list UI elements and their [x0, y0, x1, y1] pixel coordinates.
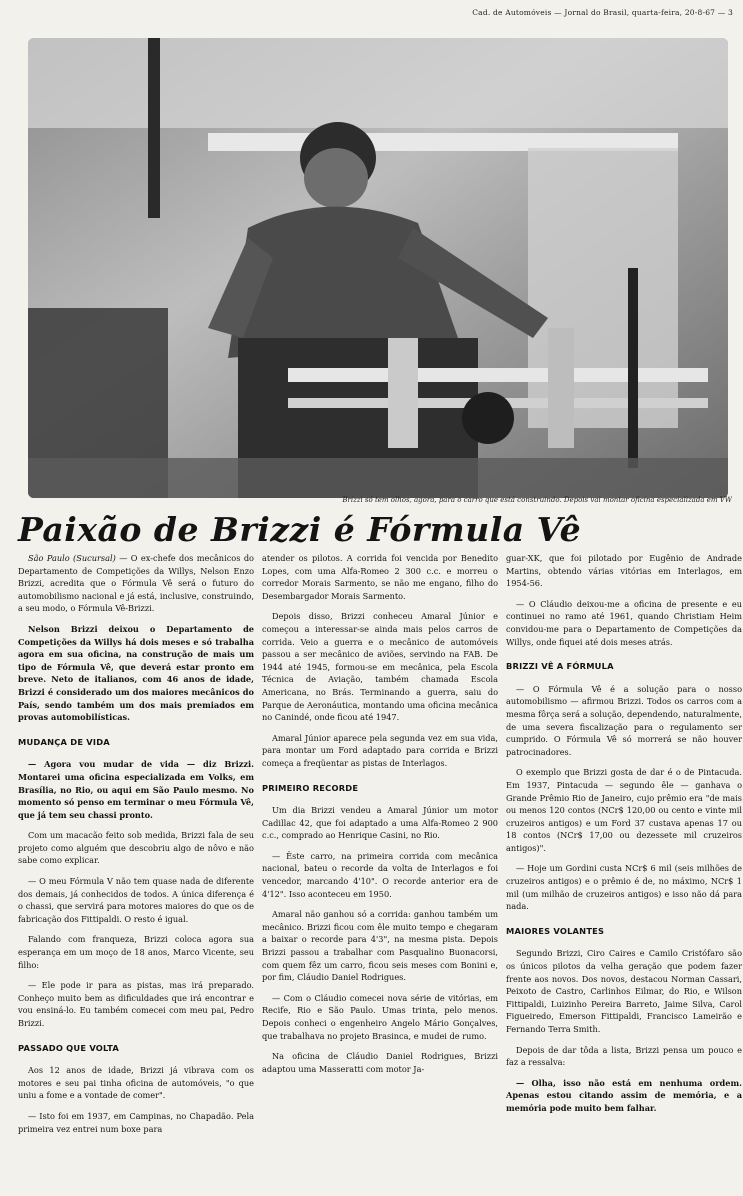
- subheading: MUDANÇA DE VIDA: [18, 736, 110, 747]
- headline: Paixão de Brizzi é Fórmula Vê: [18, 510, 582, 549]
- subheading: MAIORES VOLANTES: [506, 925, 605, 936]
- paragraph: — O meu Fórmula V não tem quase nada de diferente dos demais, já conhecidos de todos. A única diferença é o chassi, que servirá para motores maiores do que os de fabricação dos Fittipaldi. O resto é igual.: [18, 876, 254, 924]
- paragraph: — Com o Cláudio comecei nova série de vitórias, em Recife, Rio e São Paulo. Umas trinta, pelo menos. Depois conheci o engenheiro Angelo Mário Gonçalves, que trabalhava no projeto Brasinca, e mudei de rumo.: [262, 992, 498, 1041]
- paragraph: — Hoje um Gordini custa NCr$ 6 mil (seis milhões de cruzeiros antigos) e o prêmio é de, no máximo, NCr$ 1 mil (um milhão de cruzeiros antigos) e isso não dá para nada.: [506, 863, 742, 912]
- article-column-2: [262, 552, 498, 1083]
- workshop-photo: [28, 38, 728, 498]
- paragraph: — Ele pode ir para as pistas, mas irá preparado. Conheço muito bem as dificuldades que irá encontrar e vou ensiná-lo. Eu também comecei com meu pai, Pedro Brizzi.: [18, 980, 254, 1028]
- paragraph: Amaral Júnior aparece pela segunda vez em sua vida, para montar um Ford adaptado para corrida e Brizzi começa a freqüentar as pistas de Interlagos.: [262, 732, 498, 768]
- lead-paragraph: São Paulo (Sucursal) — O ex-chefe dos mecânicos do Departamento de Competições da Willys, Nelson Enzo Brizzi, acredita que o Fórmula Vê será o futuro do automobilismo nacional e já está, inclusive, construindo, a seu modo, o Fórmula Vê-Brizzi.: [18, 553, 254, 614]
- article-column-1: [18, 552, 254, 1143]
- paragraph: Depois disso, Brizzi conheceu Amaral Júnior e começou a interessar-se ainda mais pelos carros de corrida. Veio a guerra e o mecânico de automóveis passou a ser mecânico de aviões, servindo na FAB. De 1944 até 1945, formou-se em mecânica, pela Escola Técnica de Aviação, também chamada Escola Americana, no Brás. Terminando a guerra, saiu do Parque de Aeronáutica, montando uma oficina mecânica no Canindé, onde ficou até 1947.: [262, 611, 498, 723]
- paragraph: — Isto foi em 1937, em Campinas, no Chapadão. Pela primeira vez entrei num boxe para: [18, 1110, 254, 1134]
- paragraph: — Agora vou mudar de vida — diz Brizzi. Montarei uma oficina especializada em Volks, em Brasília, no Rio, ou aqui em São Paulo mesmo. No momento só penso em terminar o meu Fórmula Vê, que já tem seu chassi pronto.: [18, 759, 254, 820]
- paragraph: Aos 12 anos de idade, Brizzi já vibrava com os motores e seu pai tinha oficina de automóveis, "o que uniu a fome e a vontade de comer".: [18, 1065, 254, 1101]
- paragraph: Nelson Brizzi deixou o Departamento de Competições da Willys há dois meses e só trabalha agora em sua oficina, na construção de mais um tipo de Fórmula Vê, que deverá estar pronto em breve. Neto de italianos, com 46 anos de idade, Brizzi é considerado um dos maiores mecânicos do País, sendo também um dos mais premiados em provas automobilísticas.: [18, 623, 254, 723]
- subheading: PRIMEIRO RECORDE: [262, 782, 359, 793]
- paragraph: Com um macacão feito sob medida, Brizzi fala de seu projeto como alguém que descobriu algo de nôvo e não sabe como explicar.: [18, 830, 254, 866]
- paragraph: — O Fórmula Vê é a solução para o nosso automobilismo — afirmou Brizzi. Todos os carros com a mesma fôrça será a solução, dependendo, naturalmente, de uma severa fiscalização para o regulamento ser cumprido. O Fórmula Vê só morrerá se não houver patrocinadores.: [506, 683, 742, 757]
- paragraph: Falando com franqueza, Brizzi coloca agora sua esperança em um moço de 18 anos, Marco Vicente, seu filho:: [18, 934, 254, 970]
- paragraph: O exemplo que Brizzi gosta de dar é o de Pintacuda. Em 1937, Pintacuda — segundo êle — ganhava o Grande Prêmio Rio de Janeiro, cujo prêmio era "de mais ou menos 120 contos (NCr$ 120,00 ou cento e vinte mil cruzeiros antigos) e um Ford 37 custava apenas 17 ou 18 contos (NCr$ 17,00 ou dezessete mil cruzeiros antigos)".: [506, 767, 742, 853]
- paragraph: — O Cláudio deixou-me a oficina de presente e eu continuei no ramo até 1961, quando Christiam Heim convidou-me para o Departamento de Competições da Willys, onde fiquei até dois meses atrás.: [506, 598, 742, 647]
- photo-caption: Brizzi só tem olhos, agora, para o carro que está construindo. Depois vai montar oficina especializada em VW: [342, 496, 732, 504]
- paragraph: Depois de dar tôda a lista, Brizzi pensa um pouco e faz a ressalva:: [506, 1044, 742, 1068]
- paragraph: — Olha, isso não está em nenhuma ordem. Apenas estou citando assim de memória, e a memória pode muito bem falhar.: [506, 1077, 742, 1113]
- subheading: BRIZZI VÊ A FÓRMULA: [506, 661, 614, 672]
- dateline: São Paulo (Sucursal): [28, 553, 116, 563]
- paragraph: Amaral não ganhou só a corrida: ganhou também um mecânico. Brizzi ficou com êle muito tempo e chegaram a baixar o recorde para 4'3", na mesma pista. Depois Brizzi passou a trabalhar com Pasqualino Buonacorsi, com quem fêz um carro, ficou seis meses com Bonini e, por fim, Cláudio Daniel Rodrigues.: [262, 909, 498, 983]
- article-column-3: [506, 552, 742, 1123]
- paragraph: Um dia Brizzi vendeu a Amaral Júnior um motor Cadillac 42, que foi adaptado a uma Alfa-Romeo 2 900 c.c., comprado ao Henrique Casini, no Rio.: [262, 805, 498, 841]
- paragraph: guar-XK, que foi pilotado por Eugênio de Andrade Martins, obtendo várias vitórias em Interlagos, em 1954-56.: [506, 553, 742, 589]
- paragraph: atender os pilotos. A corrida foi vencida por Benedito Lopes, com uma Alfa-Romeo 2 300 c.c. e morreu o corredor Morais Sarmento, se não me engano, filho do Desembargador Morais Sarmento.: [262, 553, 498, 601]
- subheading: PASSADO QUE VOLTA: [18, 1042, 119, 1053]
- paragraph: Na oficina de Cláudio Daniel Rodrigues, Brizzi adaptou uma Masseratti com motor Ja-: [262, 1051, 498, 1074]
- page-header: Cad. de Automóveis — Jornal do Brasil, quarta-feira, 20-8-67 — 3: [472, 8, 733, 17]
- paragraph: — Êste carro, na primeira corrida com mecânica nacional, bateu o recorde da volta de Interlagos e foi vencedor, marcando 4'10". O recorde anterior era de 4'12". Isso aconteceu em 1950.: [262, 850, 498, 899]
- paragraph: Segundo Brizzi, Ciro Caires e Camilo Cristófaro são os únicos pilotos da velha geração que podem fazer frente aos novos. Dos novos, destacou Norman Cassari, Peixoto de Castro, Carlinhos Eilmar, do Rio, e Wilson Fittipaldi, Luizinho Pereira Barreto, Jaime Silva, Carol Figueiredo, Emerson Fittipaldi, Francisco Lameirão e Fernando Terra Smith.: [506, 948, 742, 1034]
